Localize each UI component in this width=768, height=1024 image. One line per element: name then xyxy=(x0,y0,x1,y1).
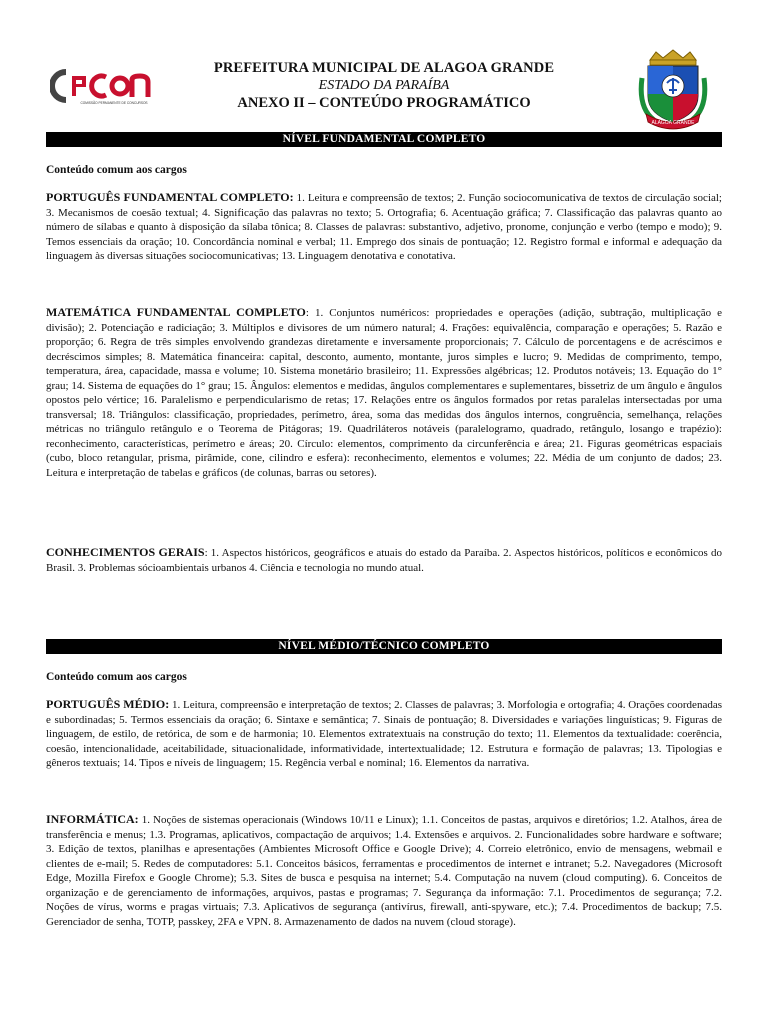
header-state: ESTADO DA PARAÍBA xyxy=(318,78,450,93)
portugues-fundamental-title: PORTUGUÊS FUNDAMENTAL COMPLETO: xyxy=(46,190,294,204)
municipal-crest-icon xyxy=(636,48,710,130)
common-content-label-medio: Conteúdo comum aos cargos xyxy=(46,671,187,683)
portugues-medio-text: 1. Leitura, compreensão e interpretação de textos; 2. Classes de palavras; 3. Morfologia e ortografia; 4. Orações coordenadas e subordinadas; 5. Termos essenciais da oração; 6. Sintaxe e semântica; 7. Sinais de pontuação; 8. Diversidades e variações linguísticas; 9. Figuras de linguagem, de estilo, de retórica, de som e de harmonia; 10. Elementos extratextuais na construção do texto; 11. Elementos da textualidade: coerência, coesão, intencionalidade, aceitabilidade, situacionalidade, informatividade, intertextualidade; 12. Estrutura e formação de palavras; 13. Tipologias e gêneros textuais; 14. Tipos e níveis de linguagem; 15. Regência verbal e nominal; 16. Elementos da narrativa. xyxy=(46,699,722,769)
crest-label: ALAGOA GRANDE xyxy=(651,120,695,126)
header-annex: ANEXO II – CONTEÚDO PROGRAMÁTICO xyxy=(237,95,531,111)
common-content-label: Conteúdo comum aos cargos xyxy=(46,164,187,176)
conhecimentos-gerais-block xyxy=(46,545,722,575)
portugues-medio-block xyxy=(46,697,722,771)
conhecimentos-gerais-text: : 1. Aspectos históricos, geográficos e atuais do estado da Paraíba. 2. Aspectos históricos, políticos e econômicos do Brasil. 3. Problemas sócioambientais urbanos 4. Ciência e tecnologia no mundo atual. xyxy=(46,547,722,574)
informatica-block xyxy=(46,812,722,929)
portugues-medio-title: PORTUGUÊS MÉDIO: xyxy=(46,697,170,711)
section-bar-medio: NÍVEL MÉDIO/TÉCNICO COMPLETO xyxy=(46,639,722,654)
section-bar-fundamental: NÍVEL FUNDAMENTAL COMPLETO xyxy=(46,132,722,147)
document-header xyxy=(0,0,768,135)
matematica-fundamental-title: MATEMÁTICA FUNDAMENTAL COMPLETO xyxy=(46,305,306,319)
informatica-text: 1. Noções de sistemas operacionais (Windows 10/11 e Linux); 1.1. Conceitos de pastas, arquivos e diretórios; 1.2. Atalhos, área de transferência e menus; 1.3. Programas, aplicativos, compactação de arquivos; 1.4. Extensões e arquivos. 2. Funcionalidades sobre hardware e software; 3. Edição de textos, planilhas e apresentações (Ambientes Microsoft Office e Google Drive); 4. Correio eletrônico, envio de mensagens, webmail e clientes de e-mail; 5. Redes de computadores: 5.1. Conceitos básicos, ferramentas e procedimentos de internet e intranet; 5.2. Navegadores (Microsoft Edge, Mozilla Firefox e Google Chrome); 5.3. Sites de busca e pesquisa na internet; 5.4. Computação na nuvem (cloud computing). 6. Conceitos de organização e de gerenciamento de informações, arquivos, pastas e programas; 7. Segurança da informação: 7.1. Procedimentos de segurança; 7.2. Noções de vírus, worms e pragas virtuais; 7.3. Aplicativos de segurança (antivírus, firewall, anti-spyware, etc.); 7.4. Procedimentos de backup; 7.5. Gerenciador de senha, TOTP, passkey, 2FA e VPN. 8. Armazenamento de dados na nuvem (cloud storage). xyxy=(46,814,722,928)
matematica-fundamental-text: : 1. Conjuntos numéricos: propriedades e operações (adição, subtração, multiplicação e divisão); 2. Potenciação e radiciação; 3. Múltiplos e divisores de um número natural; 4. Frações: equivalência, comparação e operações; 5. Razão e proporção; 6. Regra de três simples envolvendo grandezas diretamente e inversamente proporcionais; 7. Cálculo de porcentagens e de acréscimos e decréscimos simples; 8. Matemática financeira: capital, desconto, aumento, montante, juros simples e lucro; 9. Medidas de comprimento, tempo, temperatura, área, capacidade, massa e volume; 10. Sistema monetário brasileiro; 11. Expressões algébricas; 12. Produtos notáveis; 13. Equação do 1° grau; 14. Sistema de equações do 1° grau; 15. Ângulos: elementos e medidas, ângulos complementares e suplementares, bissetriz de um ângulo e ângulos opostos pelo vértice; 16. Paralelismo e perpendicularismo de retas; 17. Relações entre os ângulos formados por retas paralelas intersectadas por uma transversal; 18. Triângulos: classificação, propriedades, perímetro, área, soma das medidas dos ângulos internos, congruência, semelhança, relações métricas no triângulo retângulo e o Teorema de Pitágoras; 19. Quadriláteros notáveis (paralelogramo, quadrado, retângulo, losango e trapézio): reconhecimento, características, perímetro e áreas; 20. Círculo: elementos, comprimento da circunferência e área; 21. Figuras geométricas espaciais (cubo, bloco retangular, prisma, pirâmide, cone, cilindro e esfera): reconhecimento, elementos e volumes; 22. Média de um conjunto de dados; 23. Leitura e interpretação de tabelas e gráficos (de colunas, barras ou setores). xyxy=(46,307,723,479)
conhecimentos-gerais-title: CONHECIMENTOS GERAIS xyxy=(46,545,205,559)
header-title: PREFEITURA MUNICIPAL DE ALAGOA GRANDE xyxy=(213,60,555,76)
portugues-fundamental-text: 1. Leitura e compreensão de textos; 2. Função sociocomunicativa de textos de circulação social; 3. Mecanismos de coesão textual; 4. Significação das palavras no texto; 5. Ortografia; 6. Acentuação gráfica; 7. Classificação das palavras quanto ao número de sílabas e quanto à disposição da sílaba tônica; 8. Classes de palavras: substantivo, adjetivo, pronome, conjunção e verbo (tempo e modo); 9. Temos essenciais da oração; 10. Concordância nominal e verbal; 11. Emprego dos sinais de pontuação; 12. Registro formal e informal e adequação da linguagem às diversas situações sociocomunicativas; 13. Linguagem denotativa e conotativa. xyxy=(46,192,722,262)
informatica-title: INFORMÁTICA: xyxy=(46,812,139,826)
cpcon-logo xyxy=(50,66,175,106)
portugues-fundamental-block xyxy=(46,190,722,264)
matematica-fundamental-block xyxy=(46,305,722,480)
cpcon-caption: COMISSÃO PERMANENTE DE CONCURSOS xyxy=(80,101,148,105)
